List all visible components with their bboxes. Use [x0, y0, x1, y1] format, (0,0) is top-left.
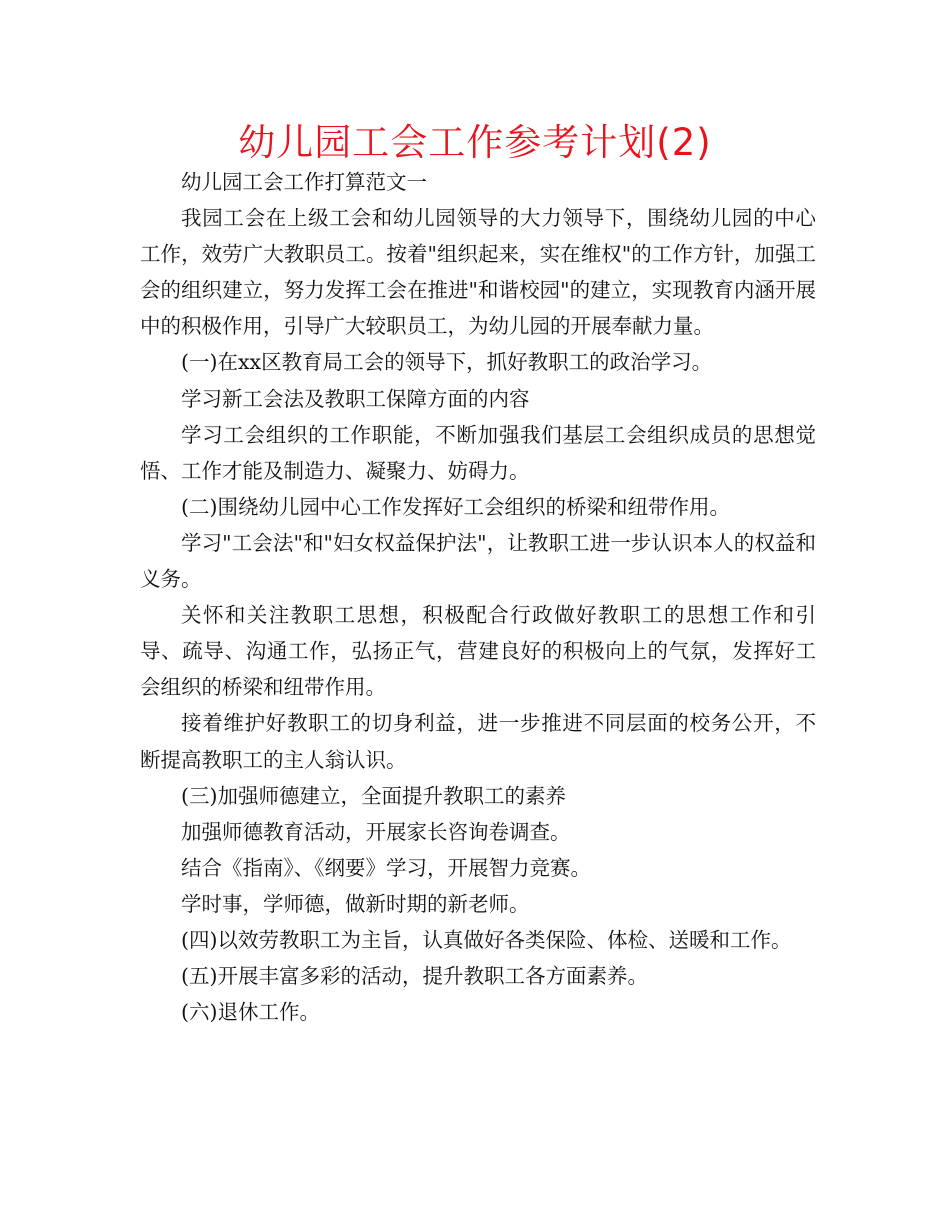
paragraph: (三)加强师德建立，全面提升教职工的素养 — [181, 783, 566, 808]
paragraph: (六)退休工作。 — [181, 1000, 320, 1025]
document-title: 幼儿园工会工作参考计划(2) — [238, 121, 712, 164]
paragraph: 学习"工会法"和"妇女权益保护法"，让教职工进一步认识本人的权益和义务。 — [140, 530, 816, 592]
paragraph: (二)围绕幼儿园中心工作发挥好工会组织的桥梁和纽带作用。 — [181, 494, 730, 519]
paragraph: 学习新工会法及教职工保障方面的内容 — [181, 386, 530, 411]
paragraph: 接着维护好教职工的切身利益，进一步推进不同层面的校务公开，不断提高教职工的主人翁认识。 — [140, 711, 816, 772]
paragraph: 学习工会组织的工作职能，不断加强我们基层工会组织成员的思想觉悟、工作才能及制造力、凝聚力、妨碍力。 — [140, 422, 816, 483]
document-body — [140, 164, 816, 1030]
paragraph: 我园工会在上级工会和幼儿园领导的大力领导下，围绕幼儿园的中心工作，效劳广大教职员工。按着"组织起来，实在维权"的工作方针，加强工会的组织建立，努力发挥工会在推进"和谐校园"的建立，实现教育内涵开展中的积极作用，引导广大较职员工，为幼儿园的开展奉献力量。 — [140, 206, 816, 339]
paragraph: 学时事，学师德，做新时期的新老师。 — [181, 891, 530, 916]
paragraph: 幼儿园工会工作打算范文一 — [181, 170, 427, 194]
paragraph: (五)开展丰富多彩的活动，提升教职工各方面素养。 — [181, 964, 648, 989]
paragraph: (一)在xx区教育局工会的领导下，抓好教职工的政治学习。 — [181, 350, 713, 375]
paragraph: 关怀和关注教职工思想，积极配合行政做好教职工的思想工作和引导、疏导、沟通工作，弘扬正气，营建良好的积极向上的气氛，发挥好工会组织的桥梁和纽带作用。 — [140, 603, 816, 700]
paragraph: 结合《指南》、《纲要》学习，开展智力竞赛。 — [181, 855, 591, 880]
paragraph: 加强师德教育活动，开展家长咨询卷调查。 — [181, 819, 571, 844]
paragraph: (四)以效劳教职工为主旨，认真做好各类保险、体检、送暖和工作。 — [181, 927, 792, 952]
